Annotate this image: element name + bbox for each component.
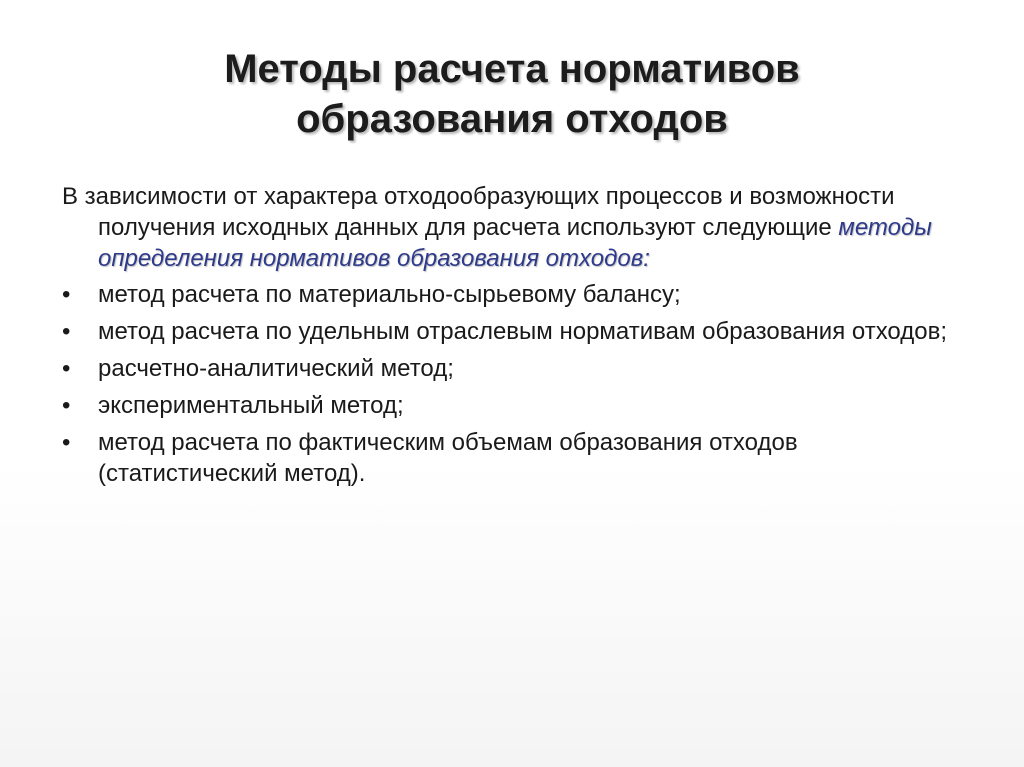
list-item [62, 353, 962, 384]
list-item [62, 390, 962, 421]
list-item [62, 427, 962, 489]
list-item-text: метод расчета по фактическим объемам образования отходов (статистический метод). [98, 429, 798, 487]
list-item-text: метод расчета по удельным отраслевым нормативам образования отходов; [98, 318, 948, 345]
slide-body [62, 181, 962, 495]
bullet-icon: • [62, 429, 71, 456]
slide-title-line-2: образования отходов [296, 97, 728, 141]
bullet-icon: • [62, 281, 71, 308]
slide-title-line-1: Методы расчета нормативов [224, 47, 800, 91]
methods-list [62, 279, 962, 489]
list-item-text: метод расчета по материально-сырьевому балансу; [98, 281, 681, 308]
bullet-icon: • [62, 355, 71, 382]
intro-text: В зависимости от характера отходообразующих процессов и возможности получения исходных данных для расчета используют следующие [62, 183, 895, 241]
list-item-text: расчетно-аналитический метод; [98, 355, 454, 382]
intro-accent-text: методы определения нормативов образования отходов: [98, 214, 932, 272]
slide-title [0, 44, 1024, 144]
bullet-icon: • [62, 318, 71, 345]
bullet-icon: • [62, 392, 71, 419]
intro-paragraph [62, 181, 962, 274]
list-item [62, 316, 962, 347]
list-item [62, 279, 962, 310]
list-item-text: экспериментальный метод; [98, 392, 404, 419]
